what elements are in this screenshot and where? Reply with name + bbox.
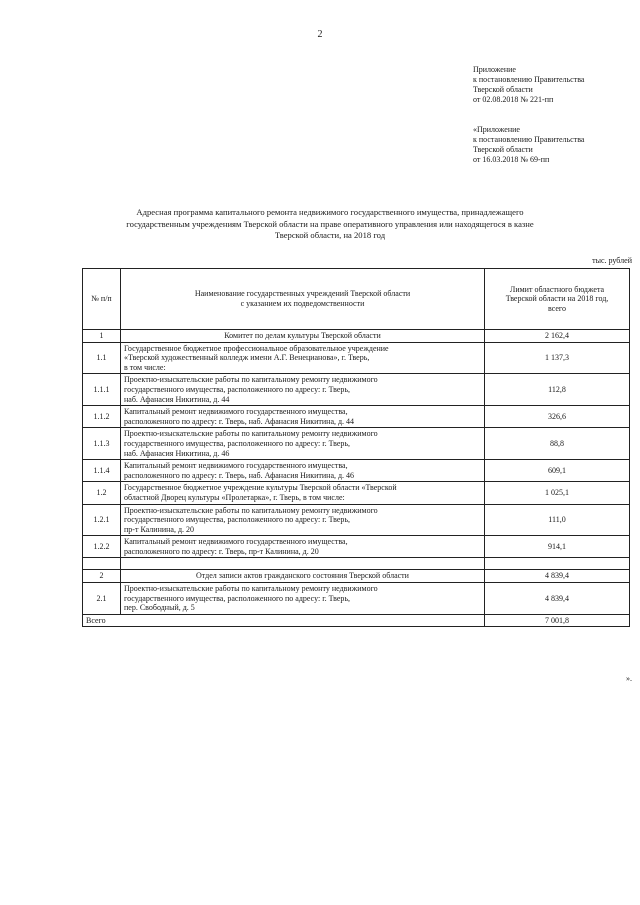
row-value: 88,8 <box>485 428 630 460</box>
total-row <box>83 614 630 627</box>
row-number: 1.2.2 <box>83 536 121 558</box>
row-name-line: пр-т Калинина, д. 20 <box>124 524 195 534</box>
row-name-line: Проектно-изыскательские работы по капитальному ремонту недвижимого <box>124 375 378 385</box>
appendix-line: «Приложение <box>473 125 520 134</box>
table-header-row <box>83 269 630 330</box>
row-name-line: государственного имущества, расположенного по адресу: г. Тверь, <box>124 593 351 603</box>
header-limit-line: Лимит областного бюджета <box>509 284 605 294</box>
row-name <box>121 536 485 558</box>
row-name <box>121 482 485 504</box>
table-row <box>83 406 630 428</box>
total-label: Всего <box>83 614 485 627</box>
row-name-line: областной Дворец культуры «Пролетарка», г. Тверь, в том числе: <box>124 492 345 502</box>
appendix-original-block <box>473 125 584 165</box>
row-name-line: расположенного по адресу: г. Тверь, пр-т Калинина, д. 20 <box>124 546 319 556</box>
row-name <box>121 330 485 343</box>
header-name <box>121 269 485 330</box>
row-value: 914,1 <box>485 536 630 558</box>
header-name-line: с указанием их подведомственности <box>240 299 365 308</box>
appendix-line: Тверской области <box>473 145 533 154</box>
row-name-line: государственного имущества, расположенного по адресу: г. Тверь, <box>124 384 351 394</box>
table-row <box>83 460 630 482</box>
table-row <box>83 570 630 583</box>
row-number: 1.1.4 <box>83 460 121 482</box>
spacer-cell <box>83 558 121 570</box>
row-number: 1.2 <box>83 482 121 504</box>
row-value: 2 162,4 <box>485 330 630 343</box>
appendix-current-block <box>473 65 584 105</box>
header-name-line: Наименование государственных учреждений Тверской области <box>194 289 411 299</box>
row-number: 2 <box>83 570 121 583</box>
spacer-cell <box>485 558 630 570</box>
row-name-line: в том числе: <box>124 362 166 372</box>
row-value: 326,6 <box>485 406 630 428</box>
row-value: 1 025,1 <box>485 482 630 504</box>
row-number: 1 <box>83 330 121 343</box>
row-name-line: Отдел записи актов гражданского состояния Тверской области <box>196 571 409 581</box>
table-row <box>83 374 630 406</box>
title-line: государственным учреждениям Тверской области на праве оперативного управления или находящегося в казне <box>126 218 534 229</box>
row-value: 609,1 <box>485 460 630 482</box>
row-value: 4 839,4 <box>485 583 630 615</box>
row-name-line: «Тверской художественный колледж имени А.Г. Венецианова», г. Тверь, <box>124 353 370 363</box>
row-value: 111,0 <box>485 504 630 536</box>
table-row <box>83 428 630 460</box>
appendix-line: Тверской области <box>473 85 533 94</box>
row-name <box>121 342 485 374</box>
appendix-line: от 16.03.2018 № 69-пп <box>473 155 550 164</box>
row-number: 1.1.3 <box>83 428 121 460</box>
row-value: 112,8 <box>485 374 630 406</box>
spacer-row <box>83 558 630 570</box>
title-line: Адресная программа капитального ремонта недвижимого государственного имущества, принадлежащего <box>136 207 524 217</box>
row-name <box>121 570 485 583</box>
table-row <box>83 504 630 536</box>
row-value: 4 839,4 <box>485 570 630 583</box>
table-row <box>83 342 630 374</box>
row-value: 1 137,3 <box>485 342 630 374</box>
row-name-line: Капитальный ремонт недвижимого государственного имущества, <box>124 407 348 417</box>
row-name-line: Государственное бюджетное профессиональное образовательное учреждение <box>124 343 389 353</box>
units-label: тыс. рублей <box>592 256 632 265</box>
appendix-line: Приложение <box>473 65 516 74</box>
row-number: 1.1.2 <box>83 406 121 428</box>
row-name <box>121 374 485 406</box>
appendix-line: к постановлению Правительства <box>473 135 585 144</box>
document-title <box>100 207 560 242</box>
row-name <box>121 428 485 460</box>
row-name <box>121 460 485 482</box>
row-name-line: Комитет по делам культуры Тверской области <box>224 331 381 340</box>
header-limit <box>485 269 630 330</box>
header-limit-line: Тверской области на 2018 год, <box>505 294 609 304</box>
row-name-line: государственного имущества, расположенного по адресу: г. Тверь, <box>124 515 351 525</box>
row-number: 2.1 <box>83 583 121 615</box>
table-row <box>83 482 630 504</box>
row-name-line: наб. Афанасия Никитина, д. 46 <box>124 448 230 458</box>
row-name-line: Капитальный ремонт недвижимого государственного имущества, <box>124 461 348 471</box>
row-number: 1.2.1 <box>83 504 121 536</box>
closing-mark: ». <box>626 674 632 683</box>
budget-table <box>82 268 630 627</box>
row-name-line: государственного имущества, расположенного по адресу: г. Тверь, <box>124 438 351 448</box>
title-line: Тверской области, на 2018 год <box>274 230 386 240</box>
spacer-cell <box>121 558 485 570</box>
row-name <box>121 504 485 536</box>
row-name-line: расположенного по адресу: г. Тверь, наб. Афанасия Никитина, д. 44 <box>124 416 355 426</box>
row-name-line: Государственное бюджетное учреждение культуры Тверской области «Тверской <box>124 483 397 493</box>
row-name-line: Проектно-изыскательские работы по капитальному ремонту недвижимого <box>124 505 378 515</box>
page-number: 2 <box>317 29 323 40</box>
header-num: № п/п <box>83 269 121 330</box>
row-name <box>121 406 485 428</box>
appendix-line: к постановлению Правительства <box>473 75 585 84</box>
header-limit-line: всего <box>547 303 566 313</box>
row-name-line: Капитальный ремонт недвижимого государственного имущества, <box>124 537 348 547</box>
table-row <box>83 536 630 558</box>
row-name-line: пер. Свободный, д. 5 <box>124 603 195 613</box>
row-name-line: Проектно-изыскательские работы по капитальному ремонту недвижимого <box>124 584 378 594</box>
appendix-line: от 02.08.2018 № 221-пп <box>473 95 554 104</box>
row-name <box>121 583 485 615</box>
row-name-line: наб. Афанасия Никитина, д. 44 <box>124 394 230 404</box>
table-row <box>83 330 630 343</box>
row-name-line: расположенного по адресу: г. Тверь, наб. Афанасия Никитина, д. 46 <box>124 470 355 480</box>
row-name-line: Проектно-изыскательские работы по капитальному ремонту недвижимого <box>124 429 378 439</box>
table-row <box>83 583 630 615</box>
row-number: 1.1 <box>83 342 121 374</box>
row-number: 1.1.1 <box>83 374 121 406</box>
total-value: 7 001,8 <box>485 614 630 627</box>
